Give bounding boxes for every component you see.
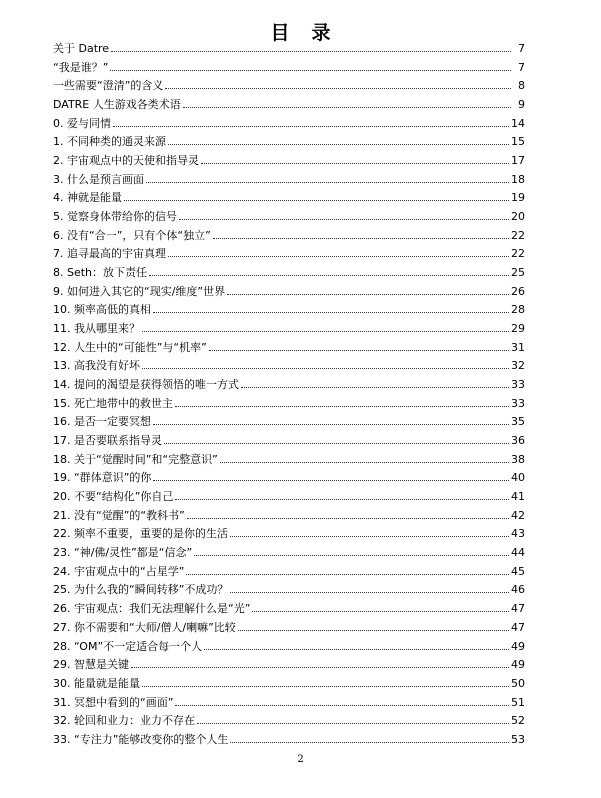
- dot-leader: [142, 331, 509, 332]
- toc-entry-label: 9. 如何进入其它的“现实/维度”世界: [53, 284, 226, 298]
- toc-entry-label: 20. 不要“结构化”你自己: [53, 490, 174, 504]
- toc-entry[interactable]: [53, 208, 525, 227]
- toc-title: 目录: [270, 22, 353, 44]
- toc-entry[interactable]: [53, 395, 525, 414]
- toc-entry[interactable]: [53, 77, 525, 96]
- toc-entry[interactable]: [53, 264, 525, 283]
- dot-leader: [175, 705, 509, 706]
- toc-entry-page: 7: [518, 42, 525, 55]
- dot-leader: [230, 536, 509, 537]
- toc-entry[interactable]: [53, 600, 525, 619]
- toc-entry[interactable]: [53, 413, 525, 432]
- toc-entry-label: 16. 是否一定要冥想: [53, 415, 151, 429]
- dot-leader: [149, 275, 509, 276]
- dot-leader: [204, 649, 509, 650]
- dot-leader: [197, 723, 509, 724]
- dot-leader: [124, 200, 509, 201]
- toc-entry-page: 14: [511, 116, 525, 130]
- toc-entry-label: 32. 轮回和业力：业力不存在: [53, 714, 195, 728]
- toc-entry-page: 40: [511, 471, 525, 485]
- toc-entry-page: 17: [511, 154, 525, 168]
- toc-entry-page: 41: [511, 490, 525, 504]
- dot-leader: [187, 518, 509, 519]
- toc-entry-label: 14. 提问的渴望是获得领悟的唯一方式: [53, 378, 239, 392]
- dot-leader: [241, 387, 509, 388]
- toc-entry-label: 17. 是否要联系指导灵: [53, 434, 162, 448]
- toc-entry[interactable]: [53, 432, 525, 451]
- toc-entry-page: 38: [511, 452, 525, 466]
- toc-entry-page: 15: [511, 135, 525, 149]
- dot-leader: [175, 499, 509, 500]
- toc-entry[interactable]: [53, 152, 525, 171]
- toc-entry-page: 8: [518, 79, 525, 93]
- dot-leader: [131, 667, 509, 668]
- toc-entry[interactable]: [53, 376, 525, 395]
- toc-entry-label: 2. 宇宙观点中的天使和指导灵: [53, 154, 199, 168]
- toc-entry-label: “我是谁？”: [53, 60, 109, 74]
- toc-entry-page: 26: [511, 284, 525, 298]
- toc-entry-page: 49: [511, 658, 525, 672]
- toc-entry-label: 12. 人生中的“可能性”与“机率”: [53, 340, 207, 354]
- toc-entry[interactable]: [53, 581, 525, 600]
- dot-leader: [146, 182, 509, 183]
- toc-entry[interactable]: [53, 712, 525, 731]
- toc-entry-page: 31: [511, 340, 525, 354]
- toc-entry-page: 32: [511, 359, 525, 373]
- dot-leader: [110, 70, 511, 71]
- toc-entry[interactable]: [53, 507, 525, 526]
- toc-entry[interactable]: [53, 59, 525, 78]
- toc-entry-page: 45: [511, 564, 525, 578]
- dot-leader: [153, 480, 509, 481]
- toc-entry-label: 一些需要“澄清”的含义: [53, 79, 164, 93]
- toc-entry-label: 关于 Datre: [53, 42, 110, 55]
- toc-entry-label: 29. 智慧是关键: [53, 658, 129, 672]
- toc-entry[interactable]: [53, 320, 525, 339]
- toc-entry[interactable]: [53, 563, 525, 582]
- toc-entry-label: 18. 关于“觉醒时间”和“完整意识”: [53, 452, 218, 466]
- toc-entry[interactable]: [53, 301, 525, 320]
- toc-entry[interactable]: [53, 115, 525, 134]
- toc-entry[interactable]: [53, 619, 525, 638]
- toc-entry[interactable]: [53, 40, 525, 59]
- toc-entry-page: 20: [511, 210, 525, 224]
- toc-entry-label: 23. “神/佛/灵性”都是“信念”: [53, 546, 193, 560]
- toc-entry-page: 28: [511, 303, 525, 317]
- toc-entry-label: 21. 没有“觉醒”的“教科书”: [53, 508, 185, 522]
- toc-entry[interactable]: [53, 694, 525, 713]
- toc-entry[interactable]: [53, 469, 525, 488]
- toc-entry-page: 47: [511, 620, 525, 634]
- toc-entry-page: 36: [511, 434, 525, 448]
- toc-entry[interactable]: [53, 638, 525, 657]
- dot-leader: [113, 126, 509, 127]
- toc-entry-page: 47: [511, 602, 525, 616]
- toc-entry-page: 42: [511, 508, 525, 522]
- toc-entry-label: 1. 不同种类的通灵来源: [53, 135, 166, 149]
- toc-entry-page: 52: [511, 714, 525, 728]
- toc-entry-label: 30. 能量就是能量: [53, 676, 140, 690]
- toc-entry-page: 25: [511, 266, 525, 280]
- dot-leader: [186, 574, 509, 575]
- toc-entry-page: 49: [511, 639, 525, 653]
- toc-entry-label: 27. 你不需要和“大师/僧人/喇嘛”比较: [53, 620, 236, 634]
- dot-leader: [111, 51, 511, 52]
- toc-entry-page: 29: [511, 322, 525, 336]
- toc-entry-page: 43: [511, 527, 525, 541]
- toc-entry-page: 35: [511, 415, 525, 429]
- toc-entry-label: 22. 频率不重要，重要的是你的生活: [53, 527, 228, 541]
- dot-leader: [201, 163, 509, 164]
- dot-leader: [194, 555, 509, 556]
- toc-entry-label: 25. 为什么我的“瞬间转移”不成功？: [53, 583, 229, 597]
- toc-entry[interactable]: [53, 96, 525, 115]
- dot-leader: [183, 107, 511, 108]
- toc-entry-page: 51: [511, 695, 525, 709]
- toc-entry[interactable]: [53, 488, 525, 507]
- toc-entry-page: 46: [511, 583, 525, 597]
- toc-entry-page: 9: [518, 98, 525, 112]
- toc-entry-label: 10. 频率高低的真相: [53, 303, 151, 317]
- dot-leader: [209, 350, 509, 351]
- toc-entry[interactable]: [53, 133, 525, 152]
- toc-entry[interactable]: [53, 544, 525, 563]
- toc-entry-page: 22: [511, 228, 525, 242]
- dot-leader: [230, 592, 509, 593]
- toc-entry-label: 26. 宇宙观点：我们无法理解什么是“光”: [53, 602, 251, 616]
- dot-leader: [153, 312, 509, 313]
- toc-entry-label: 31. 冥想中看到的“画面”: [53, 695, 174, 709]
- dot-leader: [168, 256, 509, 257]
- dot-leader: [142, 368, 509, 369]
- toc-entry[interactable]: [53, 675, 525, 694]
- dot-leader: [227, 294, 509, 295]
- toc-entry-page: 19: [511, 191, 525, 205]
- toc-entry-label: 13. 高我没有好坏: [53, 359, 140, 373]
- toc-entry-label: 6. 没有“合一”，只有个体“独立”: [53, 228, 211, 242]
- toc-entry-label: 5. 觉察身体带给你的信号: [53, 210, 177, 224]
- toc-entry-label: 7. 追寻最高的宇宙真理: [53, 247, 166, 261]
- toc-entry[interactable]: [53, 357, 525, 376]
- toc-entry[interactable]: [53, 171, 525, 190]
- toc-entry[interactable]: [53, 283, 525, 302]
- toc-entry-page: 53: [511, 732, 525, 746]
- dot-leader: [220, 462, 509, 463]
- toc-entry[interactable]: [53, 339, 525, 358]
- dot-leader: [252, 611, 509, 612]
- dot-leader: [153, 424, 509, 425]
- toc-entry[interactable]: [53, 189, 525, 208]
- toc-entry-label: 3. 什么是预言画面: [53, 172, 144, 186]
- toc-entry-page: 33: [511, 378, 525, 392]
- toc-entry[interactable]: [53, 656, 525, 675]
- toc-entry[interactable]: [53, 451, 525, 470]
- dot-leader: [230, 742, 509, 743]
- dot-leader: [175, 406, 509, 407]
- toc-entry[interactable]: [53, 227, 525, 246]
- dot-leader: [142, 686, 509, 687]
- toc-entry-page: 18: [511, 172, 525, 186]
- toc-entry-label: 24. 宇宙观点中的“占星学”: [53, 564, 185, 578]
- toc-entry[interactable]: [53, 731, 525, 750]
- dot-leader: [179, 219, 509, 220]
- toc-entry-page: 50: [511, 676, 525, 690]
- toc-entry-label: 8. Seth：放下责任: [53, 266, 148, 280]
- toc-entry-label: 33. “专注力”能够改变你的整个人生: [53, 732, 229, 746]
- toc-entry[interactable]: [53, 245, 525, 264]
- dot-leader: [213, 238, 509, 239]
- toc-entry-page: 7: [518, 60, 525, 74]
- toc-entry-label: 11. 我从哪里来？: [53, 322, 140, 336]
- toc-entry-label: 19. “群体意识”的你: [53, 471, 152, 485]
- toc-entry-page: 44: [511, 546, 525, 560]
- toc-entry-label: 15. 死亡地带中的救世主: [53, 396, 173, 410]
- dot-leader: [165, 88, 511, 89]
- toc-entry-page: 33: [511, 396, 525, 410]
- toc-entry-label: DATRE 人生游戏各类术语: [53, 98, 181, 112]
- toc-entry-label: 4. 神就是能量: [53, 191, 122, 205]
- dot-leader: [238, 630, 509, 631]
- dot-leader: [164, 443, 509, 444]
- dot-leader: [168, 144, 509, 145]
- toc-entry-label: 28. “OM”不一定适合每一个人: [53, 639, 203, 653]
- toc-entry[interactable]: [53, 525, 525, 544]
- toc-entry-label: 0. 爱与同情: [53, 116, 111, 130]
- table-of-contents: [53, 40, 525, 750]
- page-number: 2: [297, 754, 304, 765]
- toc-entry-page: 22: [511, 247, 525, 261]
